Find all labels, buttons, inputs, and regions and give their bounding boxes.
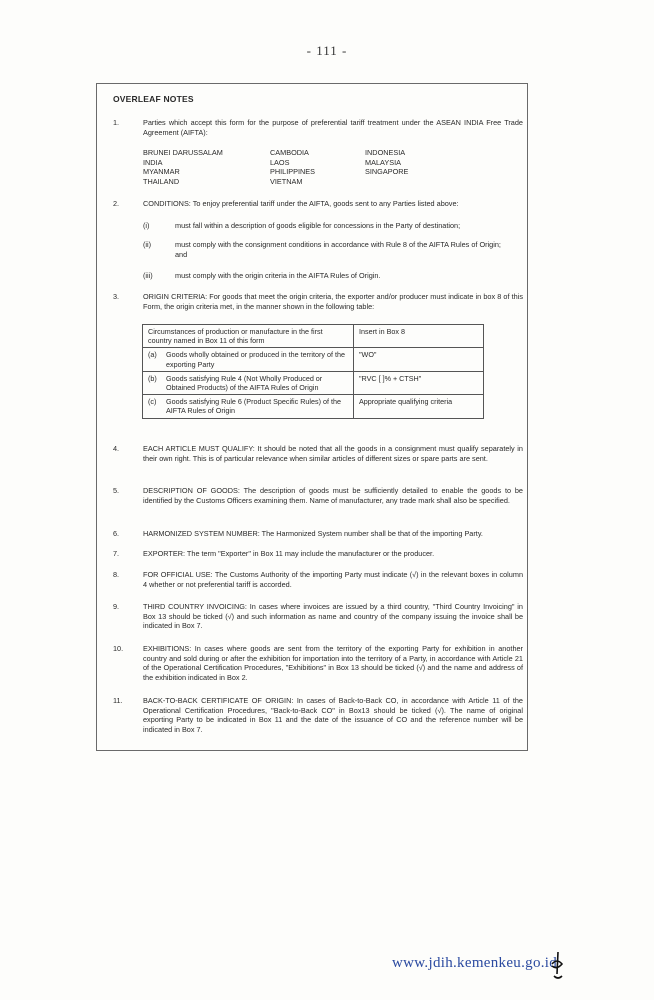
note-text: CONDITIONS: To enjoy preferential tariff under the AIFTA, goods sent to any Parties listed above: — [143, 199, 459, 208]
note-number: 8. — [113, 570, 120, 579]
condition-text: must comply with the origin criteria in the AIFTA Rules of Origin. — [175, 271, 381, 280]
note-number: 5. — [113, 486, 120, 495]
country-item: LAOS — [270, 157, 290, 167]
footer-url[interactable]: www.jdih.kemenkeu.go.id — [392, 955, 558, 971]
origin-criteria-table — [142, 324, 484, 419]
table-cell: "RVC [ ]% + CTSH" — [354, 371, 484, 394]
note-number: 2. — [113, 199, 120, 208]
roman-numeral: (ii) — [143, 240, 152, 249]
row-label: (c) — [148, 397, 157, 407]
country-item: SINGAPORE — [365, 167, 409, 177]
note-7 — [113, 549, 523, 559]
note-4 — [113, 444, 523, 463]
row-label: (b) — [148, 373, 157, 383]
note-10 — [113, 644, 523, 682]
condition-text: must fall within a description of goods eligible for concessions in the Party of destination; — [175, 221, 461, 230]
note-8 — [113, 570, 523, 589]
page-number: - 111 - — [306, 43, 348, 58]
overleaf-notes-box — [96, 83, 528, 751]
row-label: (a) — [148, 350, 157, 360]
country-item: THAILAND — [143, 176, 180, 186]
roman-numeral: (iii) — [143, 271, 153, 280]
table-header-cell: Insert in Box 8 — [354, 325, 484, 348]
note-number: 3. — [113, 292, 120, 301]
roman-numeral: (i) — [143, 221, 150, 230]
country-item: CAMBODIA — [270, 148, 309, 157]
section-heading: OVERLEAF NOTES — [113, 94, 194, 104]
note-text: HARMONIZED SYSTEM NUMBER: The Harmonized System number shall be that of the importing Party. — [143, 529, 483, 538]
note-text: Parties which accept this form for the purpose of preferential tariff treatment under the ASEAN INDIA Free Trade Agreement (AIFTA): — [143, 118, 523, 137]
note-text: ORIGIN CRITERIA: For goods that meet the origin criteria, the exporter and/or producer must indicate in box 8 of this Form, the origin criteria met, in the manner shown in the following table: — [143, 292, 523, 311]
note-9 — [113, 602, 523, 631]
country-item: MALAYSIA — [365, 157, 401, 167]
note-number: 4. — [113, 444, 120, 453]
country-item: PHILIPPINES — [270, 167, 316, 177]
note-5 — [113, 486, 523, 505]
note-text: EXPORTER: The term "Exporter" in Box 11 may include the manufacturer or the producer. — [143, 549, 435, 558]
note-number: 10. — [113, 644, 124, 653]
note-text: THIRD COUNTRY INVOICING: In cases where invoices are issued by a third country, "Third Country Invoicing" in Box 13 should be ticked (√) and such information as name and country of the company issuing the invoice shall be indicated in Box 7. — [143, 602, 523, 631]
note-number: 9. — [113, 602, 120, 611]
note-text: BACK-TO-BACK CERTIFICATE OF ORIGIN: In cases of Back-to-Back CO, in accordance with Article 11 of the Operational Certification Procedures, "Back-to-Back CO" in Box13 should be ticked (√). The name of original exporting Party to be indicated in Box 11 and the date of the issuance of CO and the reference number will be indicated in Box 7. — [143, 696, 523, 734]
country-item: BRUNEI DARUSSALAM — [143, 148, 223, 157]
note-text: EXHIBITIONS: In cases where goods are sent from the territory of the exporting Party for exhibition in another country and sold during or after the exhibition for importation into the territory of a Party, in accordance with Article 21 of the Operational Certification Procedures, "Exhibitions" in Box 13 should be ticked (√) and the name and address of the exhibition indicated in Box 2. — [143, 644, 523, 682]
note-6 — [113, 529, 523, 539]
note-text: FOR OFFICIAL USE: The Customs Authority of the importing Party must indicate (√) in the relevant boxes in column 4 whether or not preferential tariff is accorded. — [143, 570, 523, 589]
table-row — [143, 348, 484, 371]
note-text: DESCRIPTION OF GOODS: The description of goods must be sufficiently detailed to enable the goods to be identified by the Customs Officers examining them. Name of manufacturer, any trade mark shall also be specified. — [143, 486, 523, 505]
row-text: Goods satisfying Rule 6 (Product Specific Rules) of the AIFTA Rules of Origin — [166, 397, 341, 416]
country-item: MYANMAR — [143, 167, 180, 177]
note-1 — [113, 118, 523, 137]
note-11 — [113, 696, 523, 734]
condition-text: must comply with the consignment conditions in accordance with Rule 8 of the AIFTA Rules of Origin; and — [175, 240, 501, 259]
country-item: INDONESIA — [365, 148, 406, 157]
table-cell — [143, 395, 354, 418]
condition-item — [143, 221, 503, 231]
note-number: 1. — [113, 118, 120, 127]
note-text: EACH ARTICLE MUST QUALIFY: It should be noted that all the goods in a consignment must qualify separately in their own right. This is of particular relevance when similar articles of different sizes or spare parts are sent. — [143, 444, 523, 463]
note-2 — [113, 199, 523, 209]
table-row — [143, 395, 484, 418]
note-number: 6. — [113, 529, 120, 538]
note-number: 11. — [113, 696, 123, 705]
table-cell — [143, 371, 354, 394]
note-3 — [113, 292, 523, 311]
row-text: Goods wholly obtained or produced in the territory of the exporting Party — [166, 350, 345, 369]
table-cell: Appropriate qualifying criteria — [354, 395, 484, 418]
table-row — [143, 371, 484, 394]
row-text: Goods satisfying Rule 4 (Not Wholly Produced or Obtained Products) of the AIFTA Rules of Origin — [166, 373, 323, 393]
country-item: VIETNAM — [270, 176, 303, 186]
table-cell: "WO" — [354, 348, 484, 371]
country-item: INDIA — [143, 157, 163, 167]
pen-mark-icon — [548, 950, 566, 980]
note-number: 7. — [113, 549, 120, 558]
table-header-cell: Circumstances of production or manufacture in the first country named in Box 11 of this form — [143, 325, 354, 348]
table-cell — [143, 348, 354, 371]
condition-item — [143, 240, 503, 259]
table-header-row — [143, 325, 484, 348]
condition-item — [143, 271, 503, 281]
